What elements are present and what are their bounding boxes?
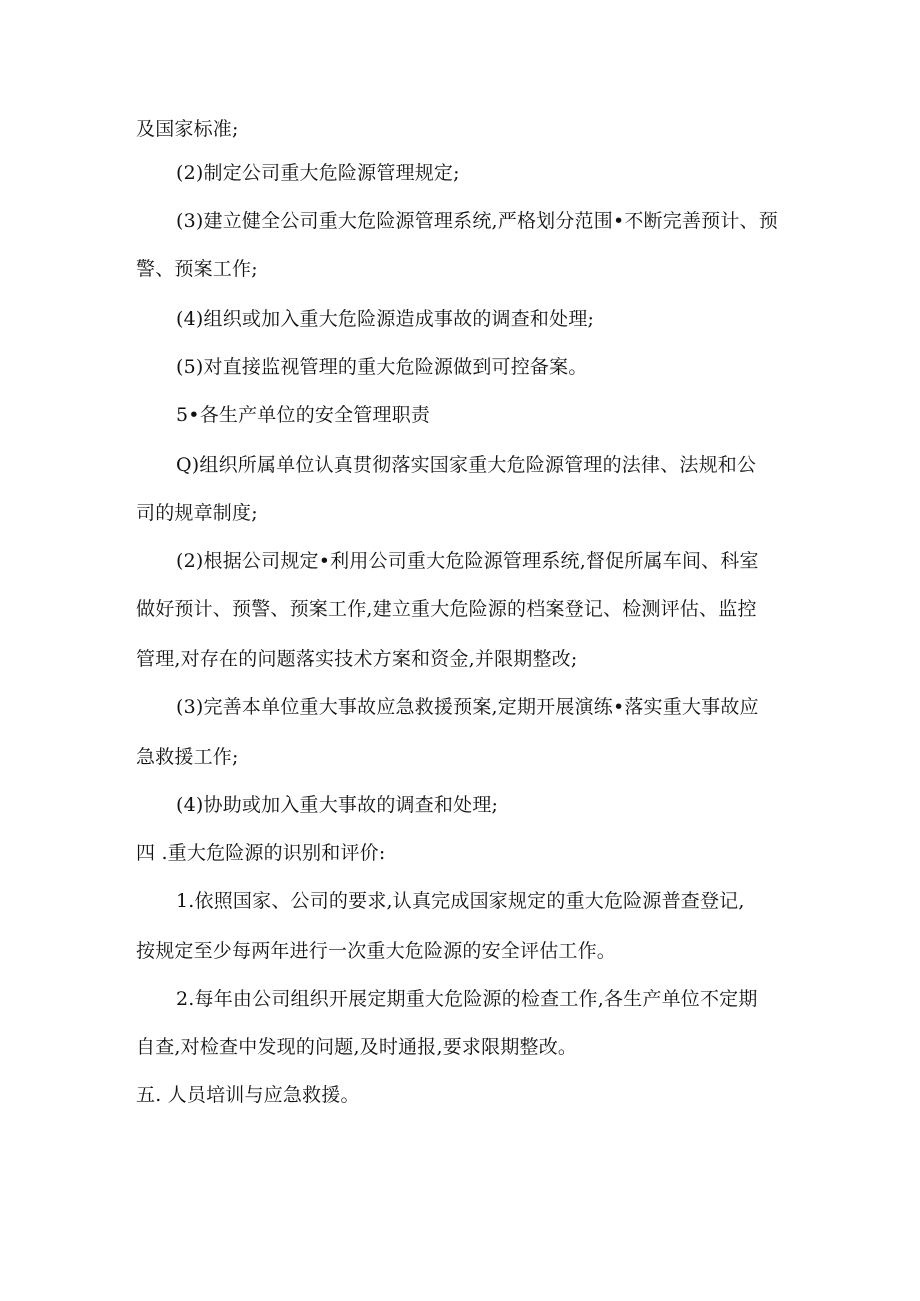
text-line: 做好预计、预警、预案工作,建立重大危险源的档案登记、检测评估、监控 (136, 598, 757, 620)
text-line: (3)完善本单位重大事故应急救援预案,定期开展演练•落实重大事故应 (176, 696, 759, 718)
text-line: (3)建立健全公司重大危险源管理系统,严格划分范围•不断完善预计、预 (176, 210, 778, 232)
text-line: 1.依照国家、公司的要求,认真完成国家规定的重大危险源普查登记, (176, 890, 745, 912)
text-line: 警、预案工作; (136, 258, 258, 280)
text-line: 司的规章制度; (136, 502, 258, 524)
section-heading: 四 .重大危险源的识别和评价: (136, 842, 386, 864)
section-heading: 五. 人员培训与应急救援。 (136, 1084, 360, 1106)
text-line: 急救援工作; (136, 746, 239, 768)
text-line: (4)协助或加入重大事故的调查和处理; (176, 794, 499, 816)
text-line: 2.每年由公司组织开展定期重大危险源的检查工作,各生产单位不定期 (176, 988, 758, 1010)
text-line: (5)对直接监视管理的重大危险源做到可控备案。 (176, 356, 588, 378)
text-line: 自查,对检查中发现的问题,及时通报,要求限期整改。 (136, 1036, 578, 1058)
text-line: 按规定至少每两年进行一次重大危险源的安全评估工作。 (136, 940, 617, 962)
section-heading: 5•各生产单位的安全管理职责 (176, 404, 431, 426)
text-line: (2)根据公司规定•利用公司重大危险源管理系统,督促所属车间、科室 (176, 550, 759, 572)
text-line: (2)制定公司重大危险源管理规定; (176, 162, 460, 184)
text-line: (4)组织或加入重大危险源造成事故的调查和处理; (176, 308, 595, 330)
text-line: 及国家标准; (136, 118, 239, 140)
text-line: Q)组织所属单位认真贯彻落实国家重大危险源管理的法律、法规和公 (176, 454, 757, 476)
text-line: 管理,对存在的问题落实技术方案和资金,并限期整改; (136, 648, 578, 670)
